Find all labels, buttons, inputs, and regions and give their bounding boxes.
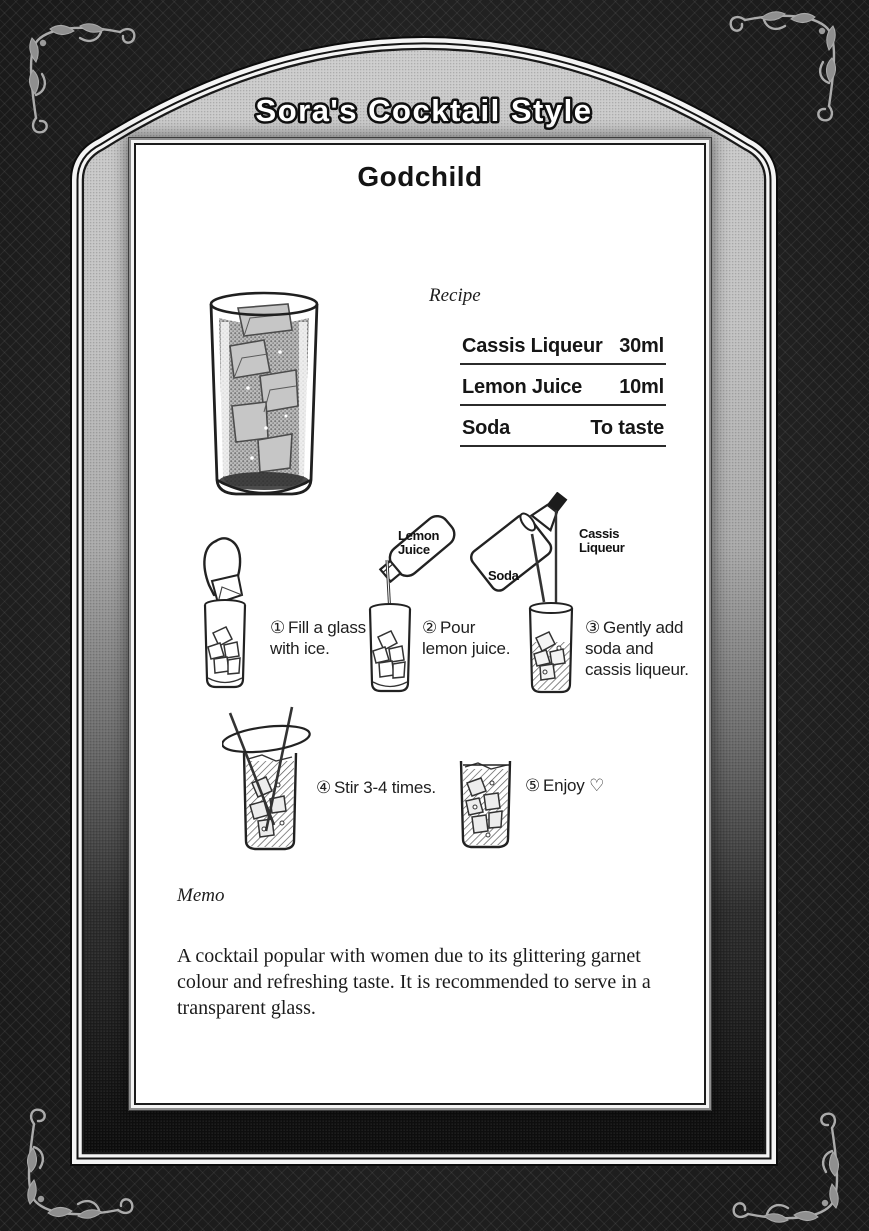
step-4-label <box>316 777 476 798</box>
memo-label: Memo <box>177 885 225 906</box>
ingredient-amount: 10ml <box>619 376 664 398</box>
step-4-number: ④ <box>316 778 332 797</box>
ingredient-name: Lemon Juice <box>462 376 583 398</box>
step-5-number: ⑤ <box>525 776 541 795</box>
step-2-text: Pour lemon juice. <box>422 618 511 658</box>
step-1-label <box>270 617 366 659</box>
header-title: Sora's Cocktail Style <box>255 93 593 128</box>
drink-title: Godchild <box>357 161 483 192</box>
cassis-bottle-label: Cassis Liqueur <box>579 526 625 555</box>
corner-flourish-top-right <box>731 12 836 121</box>
step-1-text: Fill a glass with ice. <box>270 618 366 658</box>
step-1-number: ① <box>270 618 286 637</box>
ingredient-row <box>460 417 666 447</box>
step-3-text: Gently add soda and cassis liqueur. <box>585 618 689 679</box>
content-panel <box>134 143 706 1105</box>
step-5-text: Enjoy ♡ <box>543 776 605 795</box>
step-4-illustration-stir <box>222 705 318 851</box>
step-3-illustration-soda-cassis-pour <box>460 492 602 696</box>
step-5-illustration-finished-drink <box>458 757 514 852</box>
ingredient-name: Soda <box>462 417 511 439</box>
cocktail-glass-illustration <box>202 288 326 504</box>
lemon-juice-bottle-label: Lemon Juice <box>398 528 440 557</box>
step-3-label <box>585 617 695 680</box>
memo-text: A cocktail popular with women due to its glittering garnet colour and refreshing taste. It is recommended to serve in a transparent glass. <box>177 945 651 1019</box>
ingredient-row <box>460 335 666 365</box>
ingredient-row <box>460 376 666 406</box>
step-2-number: ② <box>422 618 438 637</box>
ingredient-amount: 30ml <box>619 335 664 357</box>
step-4-text: Stir 3-4 times. <box>334 778 436 797</box>
recipe-label: Recipe <box>429 285 481 306</box>
step-1-illustration-ice-tongs <box>194 537 256 693</box>
ingredient-name: Cassis Liqueur <box>462 335 603 357</box>
corner-flourish-top-left <box>29 24 134 133</box>
soda-can-label: Soda <box>488 568 519 583</box>
step-3-number: ③ <box>585 618 601 637</box>
step-5-label <box>525 775 645 796</box>
ingredients-table <box>460 335 666 458</box>
ingredient-amount: To taste <box>590 417 664 439</box>
